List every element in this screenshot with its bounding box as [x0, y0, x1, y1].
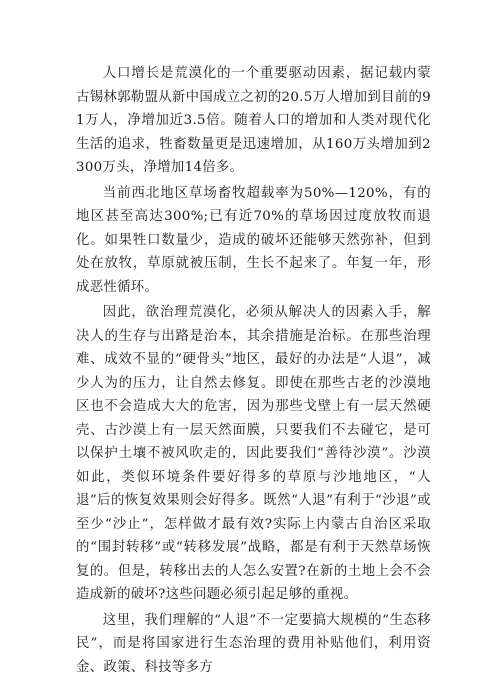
paragraph-ecological-migration: 这里，我们理解的“人退”不一定要搞大规模的“生态移民”，而是将国家进行生态治理的费用补贴他们，利用资金、政策、科技等多方 — [76, 612, 431, 675]
paragraph-overgrazing: 当前西北地区草场畜牧超载率为50%—120%，有的地区甚至高达300%;已有近70%的草场因过度放牧而退化。如果牲口数量少，造成的破坏还能够天然弥补，但到处在放牧，草原就被压制，生长不起来了。年复一年，形成恶性循环。 — [76, 185, 431, 295]
paragraph-human-retreat: 因此，欲治理荒漠化，必须从解决人的因素入手，解决人的生存与出路是治本，其余措施是治标。在那些治理难、成效不显的“硬骨头”地区，最好的办法是“人退”，减少人为的压力，让自然去修复。即使在那些古老的沙漠地区也不会造成大大的危害，因为那些戈壁上有一层天然硬壳、古沙漠上有一层天然面膜，只要我们不去碰它，是可以保护土壤不被风吹走的，因此要我们“善待沙漠”。沙漠如此，类似环境条件要好得多的草原与沙地地区，“人退”后的恢复效果则会好得多。既然“人退”有利于“沙退”或至少“沙止”，怎样做才最有效?实际上内蒙古自治区采取的“围封转移”或“转移发展”战略，都是有利于天然草场恢复的。但是，转移出去的人怎么安置?在新的土地上会不会造成新的破坏?这些问题必须引起足够的重视。 — [76, 305, 431, 602]
paragraph-population-growth: 人口增长是荒漠化的一个重要驱动因素，据记载内蒙古锡林郭勒盟从新中国成立之初的20.5万人增加到目前的91万人，净增加近3.5倍。随着人口的增加和人类对现代化生活的追求，牲畜数量更是迅速增加，从160万头增加到2300万头，净增加14倍多。 — [76, 66, 431, 175]
document-body — [76, 62, 431, 681]
